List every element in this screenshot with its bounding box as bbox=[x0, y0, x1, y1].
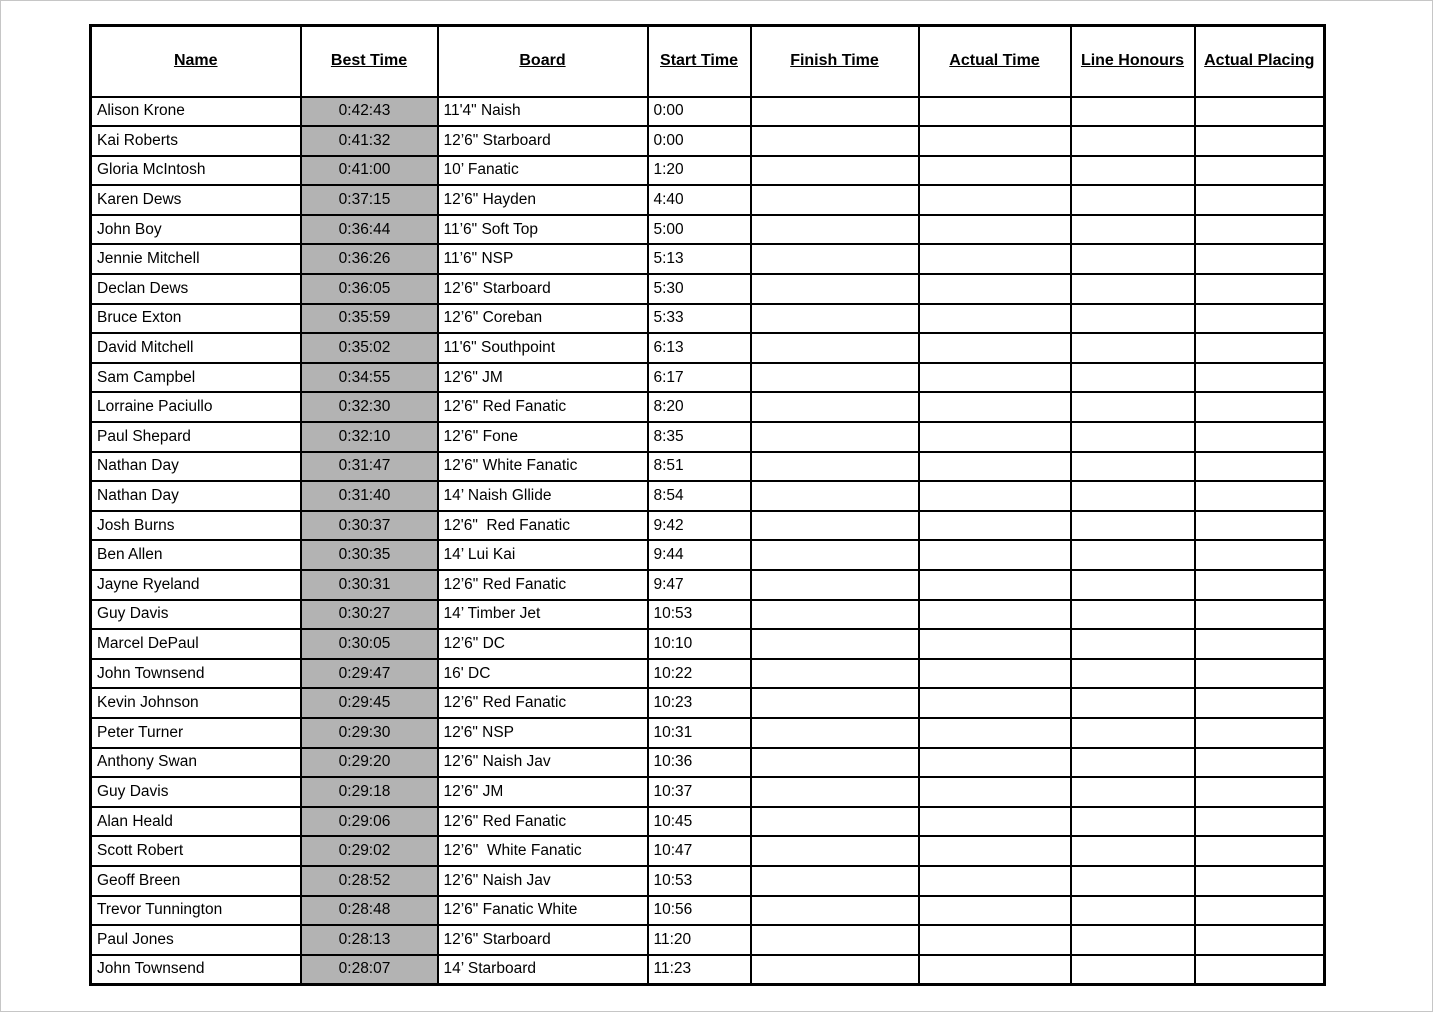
cell-name: Kai Roberts bbox=[91, 126, 301, 156]
cell-finish_time bbox=[751, 540, 919, 570]
cell-line_honours bbox=[1071, 896, 1195, 926]
cell-start_time: 5:33 bbox=[648, 304, 751, 334]
cell-best_time: 0:29:18 bbox=[301, 777, 438, 807]
cell-board: 12’6" Red Fanatic bbox=[438, 392, 648, 422]
cell-best_time: 0:30:37 bbox=[301, 511, 438, 541]
table-row bbox=[91, 97, 1325, 127]
table-row bbox=[91, 836, 1325, 866]
cell-start_time: 10:47 bbox=[648, 836, 751, 866]
cell-start_time: 5:00 bbox=[648, 215, 751, 245]
cell-board: 16' DC bbox=[438, 659, 648, 689]
table-row bbox=[91, 540, 1325, 570]
cell-actual_placing bbox=[1195, 304, 1325, 334]
cell-name: Kevin Johnson bbox=[91, 688, 301, 718]
cell-actual_time bbox=[919, 688, 1071, 718]
cell-start_time: 6:17 bbox=[648, 363, 751, 393]
table-row bbox=[91, 688, 1325, 718]
cell-finish_time bbox=[751, 659, 919, 689]
cell-board: 12’6" JM bbox=[438, 777, 648, 807]
table-row bbox=[91, 659, 1325, 689]
table-row bbox=[91, 274, 1325, 304]
cell-line_honours bbox=[1071, 185, 1195, 215]
cell-name: Jayne Ryeland bbox=[91, 570, 301, 600]
cell-line_honours bbox=[1071, 659, 1195, 689]
cell-board: 11'4" Naish bbox=[438, 97, 648, 127]
cell-line_honours bbox=[1071, 452, 1195, 482]
cell-line_honours bbox=[1071, 215, 1195, 245]
cell-finish_time bbox=[751, 126, 919, 156]
cell-best_time: 0:30:27 bbox=[301, 600, 438, 630]
cell-name: Bruce Exton bbox=[91, 304, 301, 334]
cell-best_time: 0:29:30 bbox=[301, 718, 438, 748]
cell-actual_time bbox=[919, 511, 1071, 541]
cell-best_time: 0:32:10 bbox=[301, 422, 438, 452]
cell-start_time: 9:42 bbox=[648, 511, 751, 541]
table-row bbox=[91, 156, 1325, 186]
cell-board: 12’6" Naish Jav bbox=[438, 748, 648, 778]
cell-actual_time bbox=[919, 748, 1071, 778]
cell-best_time: 0:30:31 bbox=[301, 570, 438, 600]
cell-board: 12’6" Coreban bbox=[438, 304, 648, 334]
table-row bbox=[91, 481, 1325, 511]
cell-actual_time bbox=[919, 896, 1071, 926]
cell-finish_time bbox=[751, 422, 919, 452]
cell-actual_placing bbox=[1195, 511, 1325, 541]
cell-finish_time bbox=[751, 718, 919, 748]
cell-line_honours bbox=[1071, 97, 1195, 127]
table-row bbox=[91, 422, 1325, 452]
table-row bbox=[91, 896, 1325, 926]
cell-finish_time bbox=[751, 600, 919, 630]
cell-start_time: 11:23 bbox=[648, 955, 751, 985]
cell-board: 12’6" Red Fanatic bbox=[438, 807, 648, 837]
cell-actual_placing bbox=[1195, 422, 1325, 452]
cell-best_time: 0:29:47 bbox=[301, 659, 438, 689]
cell-actual_time bbox=[919, 333, 1071, 363]
cell-best_time: 0:34:55 bbox=[301, 363, 438, 393]
cell-name: Nathan Day bbox=[91, 481, 301, 511]
cell-best_time: 0:28:07 bbox=[301, 955, 438, 985]
cell-actual_placing bbox=[1195, 925, 1325, 955]
cell-actual_placing bbox=[1195, 629, 1325, 659]
cell-finish_time bbox=[751, 807, 919, 837]
cell-finish_time bbox=[751, 955, 919, 985]
cell-actual_placing bbox=[1195, 333, 1325, 363]
cell-start_time: 11:20 bbox=[648, 925, 751, 955]
cell-name: John Townsend bbox=[91, 955, 301, 985]
table-row bbox=[91, 304, 1325, 334]
cell-actual_placing bbox=[1195, 777, 1325, 807]
cell-line_honours bbox=[1071, 866, 1195, 896]
cell-finish_time bbox=[751, 274, 919, 304]
cell-finish_time bbox=[751, 97, 919, 127]
cell-actual_time bbox=[919, 570, 1071, 600]
column-header-start_time: Start Time bbox=[648, 26, 751, 97]
cell-name: Josh Burns bbox=[91, 511, 301, 541]
cell-start_time: 5:30 bbox=[648, 274, 751, 304]
cell-line_honours bbox=[1071, 422, 1195, 452]
cell-actual_placing bbox=[1195, 97, 1325, 127]
column-header-actual_time: Actual Time bbox=[919, 26, 1071, 97]
cell-line_honours bbox=[1071, 481, 1195, 511]
cell-name: Sam Campbel bbox=[91, 363, 301, 393]
cell-start_time: 0:00 bbox=[648, 126, 751, 156]
cell-finish_time bbox=[751, 896, 919, 926]
cell-actual_placing bbox=[1195, 659, 1325, 689]
cell-best_time: 0:36:05 bbox=[301, 274, 438, 304]
cell-actual_time bbox=[919, 540, 1071, 570]
cell-best_time: 0:29:06 bbox=[301, 807, 438, 837]
cell-start_time: 10:37 bbox=[648, 777, 751, 807]
cell-actual_time bbox=[919, 244, 1071, 274]
table-row bbox=[91, 392, 1325, 422]
cell-board: 14’ Timber Jet bbox=[438, 600, 648, 630]
cell-actual_time bbox=[919, 925, 1071, 955]
cell-name: Jennie Mitchell bbox=[91, 244, 301, 274]
cell-line_honours bbox=[1071, 274, 1195, 304]
cell-name: Paul Shepard bbox=[91, 422, 301, 452]
cell-actual_placing bbox=[1195, 363, 1325, 393]
cell-line_honours bbox=[1071, 392, 1195, 422]
cell-line_honours bbox=[1071, 718, 1195, 748]
cell-board: 12’6" Naish Jav bbox=[438, 866, 648, 896]
table-row bbox=[91, 955, 1325, 985]
cell-name: John Townsend bbox=[91, 659, 301, 689]
cell-actual_placing bbox=[1195, 688, 1325, 718]
table-row bbox=[91, 629, 1325, 659]
header-row bbox=[91, 26, 1325, 97]
cell-board: 14’ Lui Kai bbox=[438, 540, 648, 570]
cell-actual_placing bbox=[1195, 244, 1325, 274]
cell-start_time: 6:13 bbox=[648, 333, 751, 363]
cell-actual_placing bbox=[1195, 718, 1325, 748]
cell-actual_time bbox=[919, 452, 1071, 482]
table-row bbox=[91, 511, 1325, 541]
cell-actual_placing bbox=[1195, 896, 1325, 926]
cell-start_time: 9:47 bbox=[648, 570, 751, 600]
cell-line_honours bbox=[1071, 540, 1195, 570]
cell-board: 12’6" Starboard bbox=[438, 925, 648, 955]
cell-name: Trevor Tunnington bbox=[91, 896, 301, 926]
cell-actual_time bbox=[919, 392, 1071, 422]
cell-start_time: 10:22 bbox=[648, 659, 751, 689]
column-header-best_time: Best Time bbox=[301, 26, 438, 97]
cell-start_time: 0:00 bbox=[648, 97, 751, 127]
cell-line_honours bbox=[1071, 304, 1195, 334]
cell-name: Geoff Breen bbox=[91, 866, 301, 896]
table-row bbox=[91, 452, 1325, 482]
cell-actual_placing bbox=[1195, 392, 1325, 422]
cell-start_time: 10:53 bbox=[648, 866, 751, 896]
cell-line_honours bbox=[1071, 126, 1195, 156]
cell-actual_time bbox=[919, 304, 1071, 334]
cell-actual_time bbox=[919, 777, 1071, 807]
cell-best_time: 0:31:40 bbox=[301, 481, 438, 511]
cell-start_time: 9:44 bbox=[648, 540, 751, 570]
cell-finish_time bbox=[751, 215, 919, 245]
table-row bbox=[91, 777, 1325, 807]
cell-finish_time bbox=[751, 244, 919, 274]
cell-actual_placing bbox=[1195, 452, 1325, 482]
cell-board: 12’6" DC bbox=[438, 629, 648, 659]
cell-name: Marcel DePaul bbox=[91, 629, 301, 659]
cell-best_time: 0:35:59 bbox=[301, 304, 438, 334]
table-row bbox=[91, 718, 1325, 748]
cell-finish_time bbox=[751, 570, 919, 600]
cell-best_time: 0:29:02 bbox=[301, 836, 438, 866]
cell-actual_time bbox=[919, 422, 1071, 452]
table-row bbox=[91, 244, 1325, 274]
cell-actual_placing bbox=[1195, 185, 1325, 215]
cell-finish_time bbox=[751, 866, 919, 896]
cell-actual_time bbox=[919, 955, 1071, 985]
cell-board: 12'6" JM bbox=[438, 363, 648, 393]
cell-name: Nathan Day bbox=[91, 452, 301, 482]
cell-finish_time bbox=[751, 304, 919, 334]
cell-best_time: 0:30:35 bbox=[301, 540, 438, 570]
table-row bbox=[91, 748, 1325, 778]
cell-actual_placing bbox=[1195, 570, 1325, 600]
cell-actual_time bbox=[919, 836, 1071, 866]
cell-board: 12'6" Red Fanatic bbox=[438, 511, 648, 541]
cell-actual_placing bbox=[1195, 836, 1325, 866]
table-body bbox=[91, 97, 1325, 985]
cell-best_time: 0:36:44 bbox=[301, 215, 438, 245]
cell-actual_placing bbox=[1195, 866, 1325, 896]
cell-actual_placing bbox=[1195, 748, 1325, 778]
cell-best_time: 0:41:00 bbox=[301, 156, 438, 186]
cell-line_honours bbox=[1071, 955, 1195, 985]
cell-name: Alison Krone bbox=[91, 97, 301, 127]
cell-line_honours bbox=[1071, 156, 1195, 186]
column-header-name: Name bbox=[91, 26, 301, 97]
cell-board: 10’ Fanatic bbox=[438, 156, 648, 186]
cell-best_time: 0:28:13 bbox=[301, 925, 438, 955]
cell-start_time: 10:45 bbox=[648, 807, 751, 837]
table-row bbox=[91, 126, 1325, 156]
cell-line_honours bbox=[1071, 688, 1195, 718]
cell-line_honours bbox=[1071, 777, 1195, 807]
table-header bbox=[91, 26, 1325, 97]
cell-finish_time bbox=[751, 925, 919, 955]
cell-name: Paul Jones bbox=[91, 925, 301, 955]
cell-board: 12’6" Red Fanatic bbox=[438, 688, 648, 718]
cell-start_time: 10:56 bbox=[648, 896, 751, 926]
cell-finish_time bbox=[751, 185, 919, 215]
cell-start_time: 10:31 bbox=[648, 718, 751, 748]
cell-board: 14’ Naish Gllide bbox=[438, 481, 648, 511]
cell-line_honours bbox=[1071, 511, 1195, 541]
cell-start_time: 8:20 bbox=[648, 392, 751, 422]
cell-best_time: 0:30:05 bbox=[301, 629, 438, 659]
cell-name: Guy Davis bbox=[91, 600, 301, 630]
cell-actual_time bbox=[919, 126, 1071, 156]
cell-name: Guy Davis bbox=[91, 777, 301, 807]
cell-name: Gloria McIntosh bbox=[91, 156, 301, 186]
cell-board: 14’ Starboard bbox=[438, 955, 648, 985]
cell-actual_time bbox=[919, 807, 1071, 837]
cell-actual_time bbox=[919, 600, 1071, 630]
table-row bbox=[91, 600, 1325, 630]
table-row bbox=[91, 866, 1325, 896]
cell-board: 12’6" Hayden bbox=[438, 185, 648, 215]
cell-finish_time bbox=[751, 748, 919, 778]
cell-board: 11’6" NSP bbox=[438, 244, 648, 274]
cell-actual_time bbox=[919, 718, 1071, 748]
cell-line_honours bbox=[1071, 748, 1195, 778]
cell-finish_time bbox=[751, 629, 919, 659]
cell-actual_placing bbox=[1195, 540, 1325, 570]
cell-name: Anthony Swan bbox=[91, 748, 301, 778]
table-row bbox=[91, 215, 1325, 245]
cell-start_time: 5:13 bbox=[648, 244, 751, 274]
cell-line_honours bbox=[1071, 244, 1195, 274]
column-header-line_honours: Line Honours bbox=[1071, 26, 1195, 97]
column-header-actual_placing: Actual Placing bbox=[1195, 26, 1325, 97]
cell-finish_time bbox=[751, 836, 919, 866]
cell-name: Alan Heald bbox=[91, 807, 301, 837]
cell-name: Ben Allen bbox=[91, 540, 301, 570]
cell-start_time: 10:36 bbox=[648, 748, 751, 778]
cell-name: John Boy bbox=[91, 215, 301, 245]
cell-actual_placing bbox=[1195, 126, 1325, 156]
cell-best_time: 0:29:45 bbox=[301, 688, 438, 718]
cell-actual_time bbox=[919, 97, 1071, 127]
cell-board: 12’6" White Fanatic bbox=[438, 452, 648, 482]
cell-actual_time bbox=[919, 274, 1071, 304]
cell-actual_placing bbox=[1195, 600, 1325, 630]
cell-name: Lorraine Paciullo bbox=[91, 392, 301, 422]
cell-board: 12’6" Starboard bbox=[438, 126, 648, 156]
cell-board: 11’6" Soft Top bbox=[438, 215, 648, 245]
table-row bbox=[91, 807, 1325, 837]
cell-finish_time bbox=[751, 481, 919, 511]
cell-line_honours bbox=[1071, 570, 1195, 600]
cell-line_honours bbox=[1071, 807, 1195, 837]
cell-line_honours bbox=[1071, 333, 1195, 363]
cell-actual_time bbox=[919, 215, 1071, 245]
cell-line_honours bbox=[1071, 629, 1195, 659]
cell-actual_placing bbox=[1195, 215, 1325, 245]
cell-board: 11'6" Southpoint bbox=[438, 333, 648, 363]
cell-best_time: 0:41:32 bbox=[301, 126, 438, 156]
cell-best_time: 0:29:20 bbox=[301, 748, 438, 778]
cell-line_honours bbox=[1071, 600, 1195, 630]
cell-finish_time bbox=[751, 688, 919, 718]
cell-actual_placing bbox=[1195, 807, 1325, 837]
cell-name: Declan Dews bbox=[91, 274, 301, 304]
cell-finish_time bbox=[751, 333, 919, 363]
cell-name: Scott Robert bbox=[91, 836, 301, 866]
cell-line_honours bbox=[1071, 925, 1195, 955]
cell-name: Karen Dews bbox=[91, 185, 301, 215]
cell-finish_time bbox=[751, 777, 919, 807]
cell-line_honours bbox=[1071, 363, 1195, 393]
column-header-board: Board bbox=[438, 26, 648, 97]
cell-finish_time bbox=[751, 363, 919, 393]
cell-actual_time bbox=[919, 866, 1071, 896]
cell-actual_placing bbox=[1195, 156, 1325, 186]
cell-name: Peter Turner bbox=[91, 718, 301, 748]
race-results-table bbox=[89, 24, 1326, 986]
cell-best_time: 0:28:48 bbox=[301, 896, 438, 926]
cell-board: 12’6" Starboard bbox=[438, 274, 648, 304]
cell-start_time: 8:35 bbox=[648, 422, 751, 452]
cell-line_honours bbox=[1071, 836, 1195, 866]
cell-finish_time bbox=[751, 156, 919, 186]
cell-actual_placing bbox=[1195, 274, 1325, 304]
cell-best_time: 0:32:30 bbox=[301, 392, 438, 422]
cell-start_time: 1:20 bbox=[648, 156, 751, 186]
cell-best_time: 0:28:52 bbox=[301, 866, 438, 896]
cell-best_time: 0:36:26 bbox=[301, 244, 438, 274]
cell-start_time: 10:53 bbox=[648, 600, 751, 630]
table-row bbox=[91, 925, 1325, 955]
cell-actual_time bbox=[919, 185, 1071, 215]
cell-name: David Mitchell bbox=[91, 333, 301, 363]
cell-finish_time bbox=[751, 392, 919, 422]
cell-actual_placing bbox=[1195, 481, 1325, 511]
cell-board: 12’6" Fone bbox=[438, 422, 648, 452]
cell-best_time: 0:35:02 bbox=[301, 333, 438, 363]
column-header-finish_time: Finish Time bbox=[751, 26, 919, 97]
cell-finish_time bbox=[751, 452, 919, 482]
cell-board: 12'6" NSP bbox=[438, 718, 648, 748]
cell-start_time: 8:54 bbox=[648, 481, 751, 511]
cell-actual_time bbox=[919, 481, 1071, 511]
cell-best_time: 0:42:43 bbox=[301, 97, 438, 127]
cell-board: 12’6" Fanatic White bbox=[438, 896, 648, 926]
cell-actual_placing bbox=[1195, 955, 1325, 985]
cell-best_time: 0:37:15 bbox=[301, 185, 438, 215]
cell-start_time: 10:23 bbox=[648, 688, 751, 718]
cell-board: 12’6" Red Fanatic bbox=[438, 570, 648, 600]
cell-actual_time bbox=[919, 659, 1071, 689]
table-row bbox=[91, 570, 1325, 600]
cell-best_time: 0:31:47 bbox=[301, 452, 438, 482]
table-row bbox=[91, 363, 1325, 393]
cell-actual_time bbox=[919, 156, 1071, 186]
cell-finish_time bbox=[751, 511, 919, 541]
cell-actual_time bbox=[919, 629, 1071, 659]
cell-start_time: 4:40 bbox=[648, 185, 751, 215]
cell-board: 12’6" White Fanatic bbox=[438, 836, 648, 866]
table-row bbox=[91, 333, 1325, 363]
cell-start_time: 8:51 bbox=[648, 452, 751, 482]
table-row bbox=[91, 185, 1325, 215]
cell-actual_time bbox=[919, 363, 1071, 393]
cell-start_time: 10:10 bbox=[648, 629, 751, 659]
